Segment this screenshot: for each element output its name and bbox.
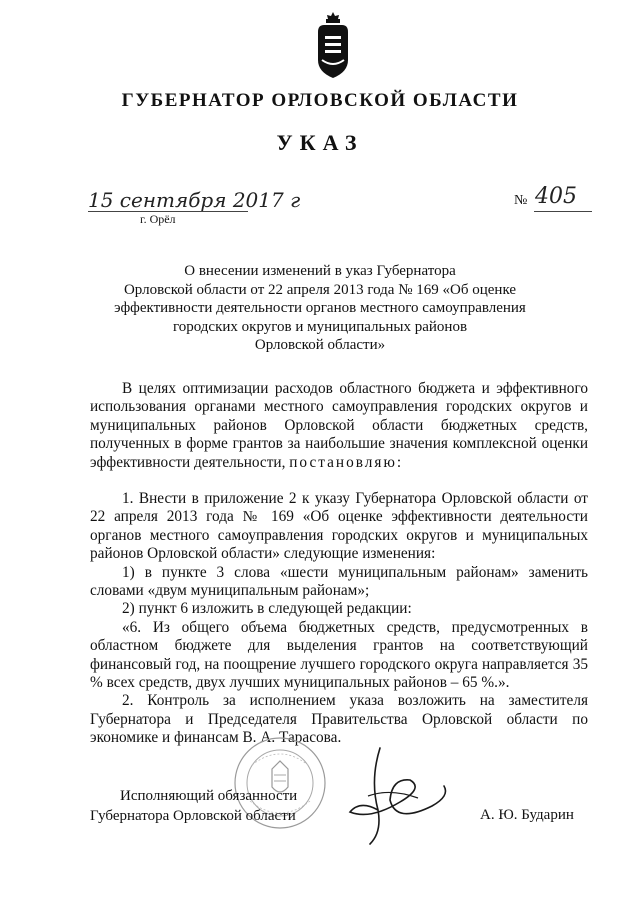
signer-title-line: Исполняющий обязанности — [120, 788, 298, 804]
coat-of-arms-icon — [314, 10, 352, 80]
document-number: 405 — [535, 184, 577, 209]
item-1: 1. Внести в приложение 2 к указу Губернатора Орловской области от 22 апреля 2013 года № 169 «Об оценке эффективности деятельности органов местного самоуправления городских округов и муниципальных районов Орловской области» следующие изменения: — [90, 490, 588, 563]
handwritten-signature-icon — [340, 740, 460, 850]
subject-line: Орловской области» — [254, 337, 386, 353]
issuer-title: ГУБЕРНАТОР ОРЛОВСКОЙ ОБЛАСТИ — [121, 90, 519, 111]
subject-line: О внесении изменений в указ Губернатора — [184, 263, 456, 279]
item-2: 2. Контроль за исполнением указа возложить на заместителя Губернатора и Председателя Правительства Орловской области по экономике и финансам В. А. Тарасова. — [90, 692, 588, 747]
preamble-paragraph — [90, 380, 588, 472]
number-label: № — [514, 193, 528, 208]
document-date: 15 сентября 2017 г — [88, 188, 301, 212]
item-1-subitem-2-text: «6. Из общего объема бюджетных средств, предусмотренных в областном бюджете для выделения грантов на соответствующий финансовый год, на поощрение лучшего городского округа направляется 35 % всех средств, двух лучших муниципальных районов – 65 %.». — [90, 618, 588, 692]
preamble-block — [90, 380, 588, 472]
subject-line: городских округов и муниципальных районов — [172, 318, 468, 335]
document-subject — [110, 262, 530, 355]
number-underline — [534, 211, 592, 212]
signer-title-line: Губернатора Орловской области — [90, 807, 296, 824]
item-1-subitem-1: 1) в пункте 3 слова «шести муниципальным районам» заменить словами «двум муниципальным районам»; — [90, 563, 588, 600]
subject-line: Орловской области от 22 апреля 2013 года № 169 «Об оценке — [123, 281, 517, 298]
item-1-subitem-2: 2) пункт 6 изложить в следующей редакции: — [122, 600, 412, 618]
document-city: г. Орёл — [140, 212, 176, 226]
signer-title — [90, 787, 310, 826]
document-type: УКАЗ — [276, 130, 364, 155]
decree-items — [90, 490, 588, 748]
preamble-text: В целях оптимизации расходов областного бюджета и эффективного использования органами местного самоуправления городских округов и муниципальных районов Орловской области бюджетных средств, полученных в форме грантов за наибольшие значения комплексной оценки эффективности деятельности, — [90, 380, 588, 471]
subject-line: эффективности деятельности органов местного самоуправления — [114, 300, 526, 316]
decree-word: постановляю: — [289, 453, 404, 471]
signer-name: А. Ю. Бударин — [480, 807, 574, 823]
